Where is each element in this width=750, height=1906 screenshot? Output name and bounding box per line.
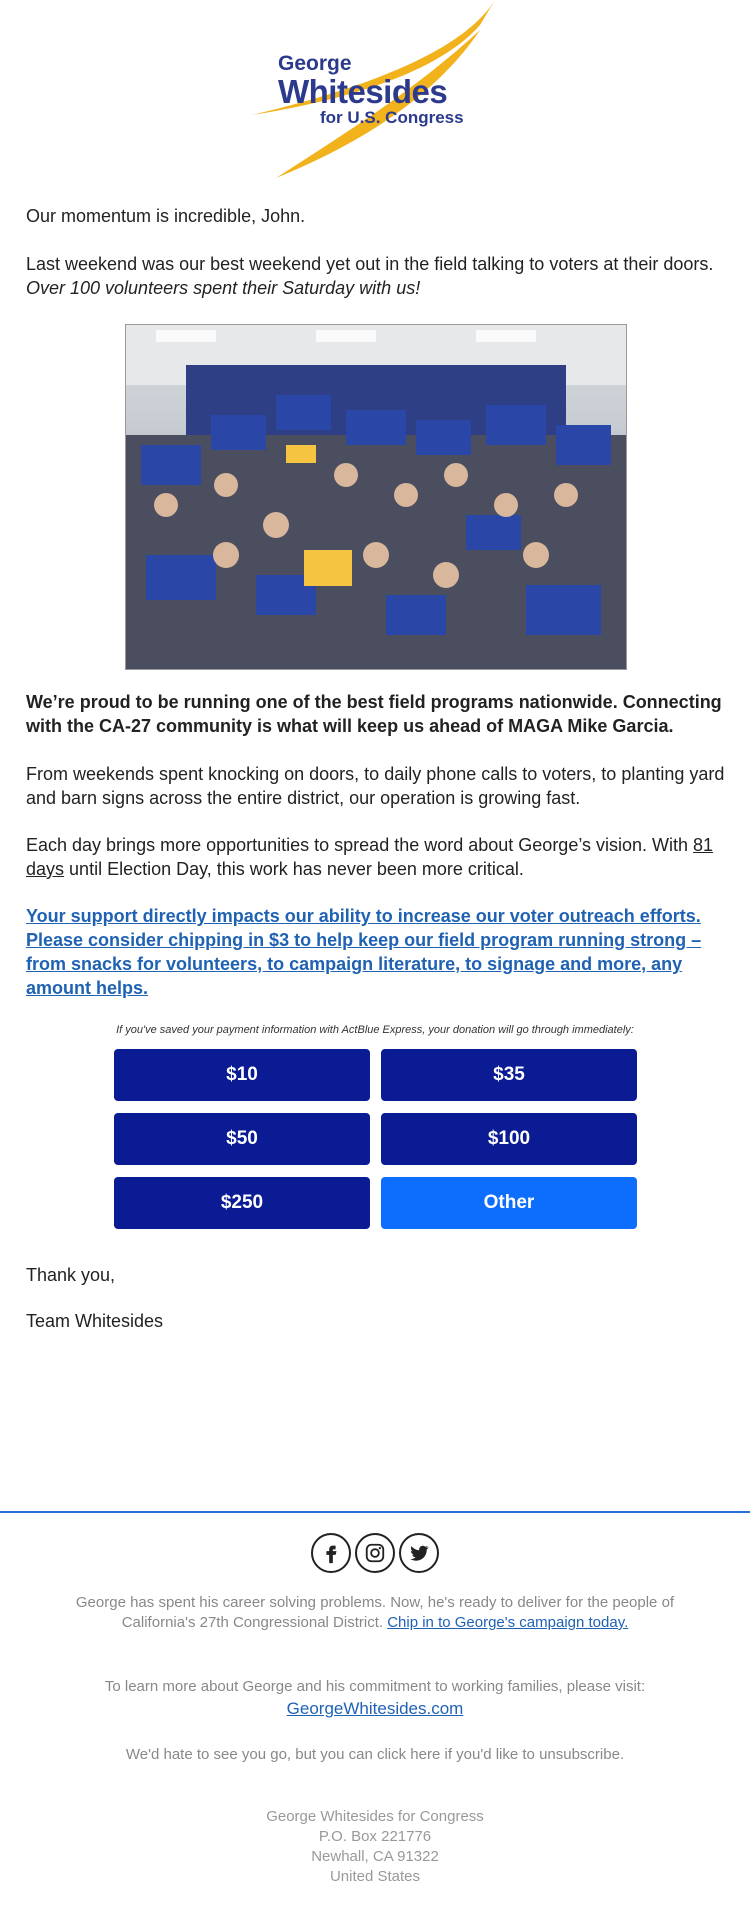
logo-tagline: for U.S. Congress <box>320 108 464 127</box>
donate-other-button[interactable]: Other <box>381 1177 637 1229</box>
donate-10-button[interactable]: $10 <box>114 1049 370 1101</box>
countdown-text-after: until Election Day, this work has never been more critical. <box>69 859 524 879</box>
footer-learn-more-text: To learn more about George and his commitment to working families, please visit: <box>104 1678 646 1695</box>
signoff-team: Team Whitesides <box>26 1311 164 1331</box>
instagram-icon[interactable] <box>355 1533 395 1573</box>
greeting: Our momentum is incredible, John. <box>26 206 306 226</box>
campaign-logo <box>240 0 510 180</box>
address-pobox: P.O. Box 221776 <box>318 1828 432 1845</box>
days-remaining: 81 days <box>26 835 714 879</box>
logo-last-name: Whitesides <box>278 73 448 110</box>
footer-divider <box>0 1511 750 1513</box>
intro-text: Last weekend was our best weekend yet out in the field talking to voters at their doors. <box>26 254 714 274</box>
website-link[interactable]: GeorgeWhitesides.com <box>286 1699 464 1718</box>
chip-in-link[interactable]: Chip in to George's campaign today. <box>387 1614 629 1631</box>
address-city: Newhall, CA 91322 <box>311 1848 439 1865</box>
facebook-icon[interactable] <box>311 1533 351 1573</box>
donate-appeal <box>26 904 726 1000</box>
intro-italic: Over 100 volunteers spent their Saturday with us! <box>26 278 421 298</box>
unsubscribe-text[interactable]: We'd hate to see you go, but you can click here if you'd like to unsubscribe. <box>125 1746 625 1763</box>
address-country: United States <box>329 1868 421 1885</box>
intro-paragraph <box>26 252 726 300</box>
field-program-statement: We’re proud to be running one of the best field programs nationwide. Connecting with the CA-27 community is what will keep us ahead of MAGA Mike Garcia. <box>26 692 722 736</box>
donate-35-button[interactable]: $35 <box>381 1049 637 1101</box>
address-org: George Whitesides for Congress <box>266 1808 484 1825</box>
countdown-text-before: Each day brings more opportunities to spread the word about George’s vision. With <box>26 835 689 855</box>
volunteers-photo <box>125 324 627 670</box>
election-countdown-paragraph <box>26 833 726 881</box>
logo-first-name: George <box>278 52 352 75</box>
photo-illustration <box>126 325 626 669</box>
twitter-icon[interactable] <box>399 1533 439 1573</box>
footer-learn-more <box>75 1677 675 1721</box>
footer-bio-text: George has spent his career solving problems. Now, he's ready to deliver for the people of California's 27th Congressional District. <box>75 1594 675 1631</box>
donate-50-button[interactable]: $50 <box>114 1113 370 1165</box>
donate-appeal-link[interactable]: Your support directly impacts our ability to increase our voter outreach efforts. Please consider chipping in $3 to help keep our field program running strong – from snacks for volunteers, to campaign literature, to signage and more, any amount helps. <box>26 906 702 998</box>
signoff-thanks: Thank you, <box>26 1265 116 1285</box>
actblue-note: If you've saved your payment information with ActBlue Express, your donation will go through immediately: <box>116 1024 634 1036</box>
donate-250-button[interactable]: $250 <box>114 1177 370 1229</box>
footer-bio <box>75 1593 675 1633</box>
operation-paragraph: From weekends spent knocking on doors, to daily phone calls to voters, to planting yard and barn signs across the entire district, our operation is growing fast. <box>26 764 725 808</box>
donate-100-button[interactable]: $100 <box>381 1113 637 1165</box>
